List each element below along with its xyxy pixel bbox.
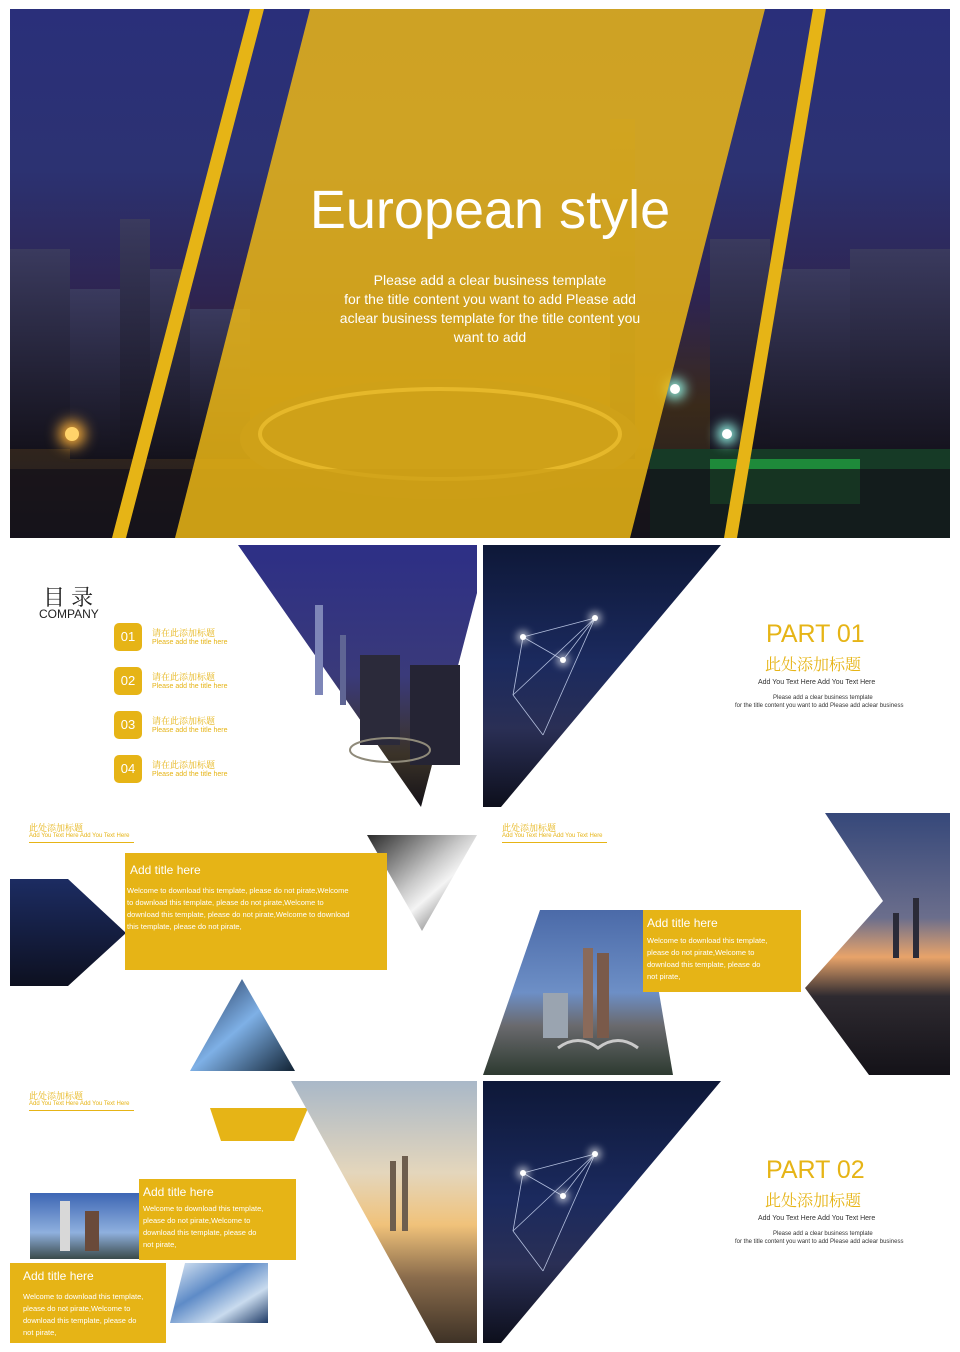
toc-item-en: Please add the title here (152, 639, 228, 646)
part1-desc-1: Please add a clear business template (773, 695, 873, 701)
part1-desc-2: for the title content you want to add Please add aclear business (735, 703, 904, 709)
slide4-box-body (647, 935, 801, 983)
hero-desc-line: want to add (453, 329, 527, 345)
part2-slide (483, 1081, 950, 1343)
toc-item-number: 02 (114, 667, 142, 695)
toc-item-cn: 请在此添加标题 (152, 716, 216, 726)
slide5-box1-body (143, 1203, 295, 1251)
hero-title: European style (309, 180, 671, 240)
part1-label: PART 01 (766, 620, 865, 648)
toc-item-number: 03 (114, 711, 142, 739)
slide3-box-line: download this template, please do not pirate,Welcome to download (127, 910, 350, 919)
part1-network-photo (483, 545, 950, 807)
toc-item-number: 01 (114, 623, 142, 651)
slide5-box1-line: please do not pirate,Welcome to (143, 1216, 251, 1225)
slide5-text-box-2 (10, 1263, 166, 1343)
part2-desc-1: Please add a clear business template (773, 1231, 873, 1237)
hero-description (10, 271, 950, 347)
part1-slide (483, 545, 950, 807)
slide4-header-en: Add You Text Here Add You Text Here (502, 833, 603, 839)
toc-item-cn: 请在此添加标题 (152, 760, 216, 770)
slide3-box-line: this template, please do not pirate, (127, 922, 242, 931)
slide5-box1-title: Add title here (143, 1185, 214, 1199)
hero-desc-line: aclear business template for the title content you (339, 310, 641, 326)
part2-network-photo (483, 1081, 950, 1343)
slide5-box1-line: Welcome to download this template, (143, 1204, 264, 1213)
slide5-text-box-1 (139, 1179, 296, 1260)
content-slide-3 (10, 1081, 477, 1343)
slide4-box-line: please do not pirate,Welcome to (647, 948, 755, 957)
slide5-box2-line: please do not pirate,Welcome to (23, 1304, 131, 1313)
toc-item-number: 04 (114, 755, 142, 783)
toc-slide (10, 545, 477, 807)
slide5-box2-body (23, 1291, 165, 1339)
slide5-box1-line: not pirate, (143, 1240, 177, 1249)
slide3-header-cn: 此处添加标题 (29, 823, 84, 833)
toc-item-en: Please add the title here (152, 683, 228, 690)
hero-desc-line: Please add a clear business template (373, 272, 607, 288)
toc-item-cn: 请在此添加标题 (152, 628, 216, 638)
toc-item[interactable] (114, 755, 264, 783)
part2-label: PART 02 (766, 1156, 865, 1184)
slide5-box2-line: download this template, please do (23, 1316, 137, 1325)
toc-item[interactable] (114, 667, 264, 695)
hero-slide (10, 9, 950, 538)
part1-subtitle: Add You Text Here Add You Text Here (758, 679, 876, 686)
slide4-box-title: Add title here (647, 916, 718, 930)
toc-item[interactable] (114, 711, 264, 739)
toc-title-en: COMPANY (39, 607, 99, 621)
part2-subtitle: Add You Text Here Add You Text Here (758, 1215, 876, 1222)
slide3-box-body (127, 885, 387, 933)
content-slide-1 (10, 813, 477, 1075)
slide3-box-line: to download this template, please do not pirate,Welcome to (127, 898, 324, 907)
slide5-header-en: Add You Text Here Add You Text Here (29, 1101, 130, 1107)
toc-title-cn: 目 录 (43, 585, 94, 610)
content-slide-2 (483, 813, 950, 1075)
hero-desc-line: for the title content you want to add Please add (344, 291, 636, 307)
slide4-header-cn: 此处添加标题 (502, 823, 557, 833)
part2-desc-2: for the title content you want to add Please add aclear business (735, 1239, 904, 1245)
slide3-header-en: Add You Text Here Add You Text Here (29, 833, 130, 839)
slide3-box-title: Add title here (130, 863, 201, 877)
slide5-box2-title: Add title here (23, 1269, 94, 1283)
slide5-box2-line: Welcome to download this template, (23, 1292, 144, 1301)
toc-item-cn: 请在此添加标题 (152, 672, 216, 682)
toc-item-en: Please add the title here (152, 727, 228, 734)
part2-title-cn: 此处添加标题 (765, 1193, 862, 1210)
slide4-box-line: Welcome to download this template, (647, 936, 768, 945)
toc-item-en: Please add the title here (152, 771, 228, 778)
toc-item[interactable] (114, 623, 264, 651)
slide5-box2-line: not pirate, (23, 1328, 57, 1337)
slide3-text-box (125, 853, 387, 970)
part1-title-cn: 此处添加标题 (765, 657, 862, 674)
slide4-text-box (643, 910, 801, 992)
slide5-header-cn: 此处添加标题 (29, 1091, 84, 1101)
slide3-box-line: Welcome to download this template, please do not pirate,Welcome (127, 886, 349, 895)
slide5-box1-line: download this template, please do (143, 1228, 257, 1237)
slide4-box-line: download this template, please do (647, 960, 761, 969)
slide4-box-line: not pirate, (647, 972, 681, 981)
